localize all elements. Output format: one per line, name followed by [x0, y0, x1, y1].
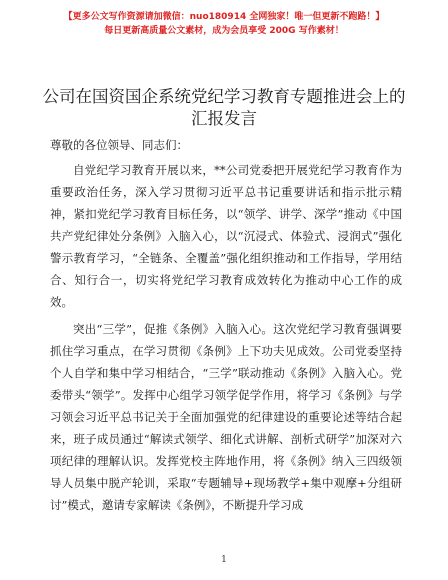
paragraph-2: 突出“三学”，促推《条例》入脑入心。这次党纪学习教育强调要抓住学习重点，在学习贯彻《条例》上下功夫见成效。公司党委坚持个人自学和集中学习相结合，“三学”联动推动《条例》入脑入心。党委带头“领学”。发挥中心组学习领学促学作用，将学习《条例》与学习领会习近平总书记关于全面加强党的纪律建设的重要论述等结合起来，班子成员通过“解读式领学、细化式讲解、剖析式研学”加深对六项纪律的理解认识。发挥党校主阵地作用，将《条例》纳入三四级领导人员集中脱产轮训，采取“专题辅导+现场教学+集中观摩+分组研讨”模式，邀请专家解读《条例》，不断提升学习成: [50, 322, 402, 512]
promo-banner: [0, 10, 448, 38]
document-body: [50, 134, 402, 521]
salutation: 尊敬的各位领导、同志们：: [50, 138, 188, 152]
page-number: 1: [221, 555, 227, 565]
paragraph-1: 自党纪学习教育开展以来，**公司党委把开展党纪学习教育作为重要政治任务，深入学习贯彻习近平总书记重要讲话和指示批示精神，紧扣党纪学习教育目标任务，以“领学、讲学、深学”推动《中国共产党纪律处分条例》入脑入心，以“沉浸式、体验式、浸润式”强化警示教育学习，“全链条、全覆盖”强化组织推动和工作指导，学用结合、知行合一，切实将党纪学习教育成效转化为推动中心工作的成效。: [50, 163, 402, 309]
promo-banner-line-2: 每日更新高质量公文素材，成为会员享受 200G 写作素材！: [104, 26, 344, 36]
document-title: 公司在国资国企系统党纪学习教育专题推进会上的汇报发言: [42, 87, 406, 128]
promo-banner-line-1: 【更多公文写作资源请加微信：nuo180914 全网独家！唯一但更新不跑路！】: [63, 12, 385, 22]
